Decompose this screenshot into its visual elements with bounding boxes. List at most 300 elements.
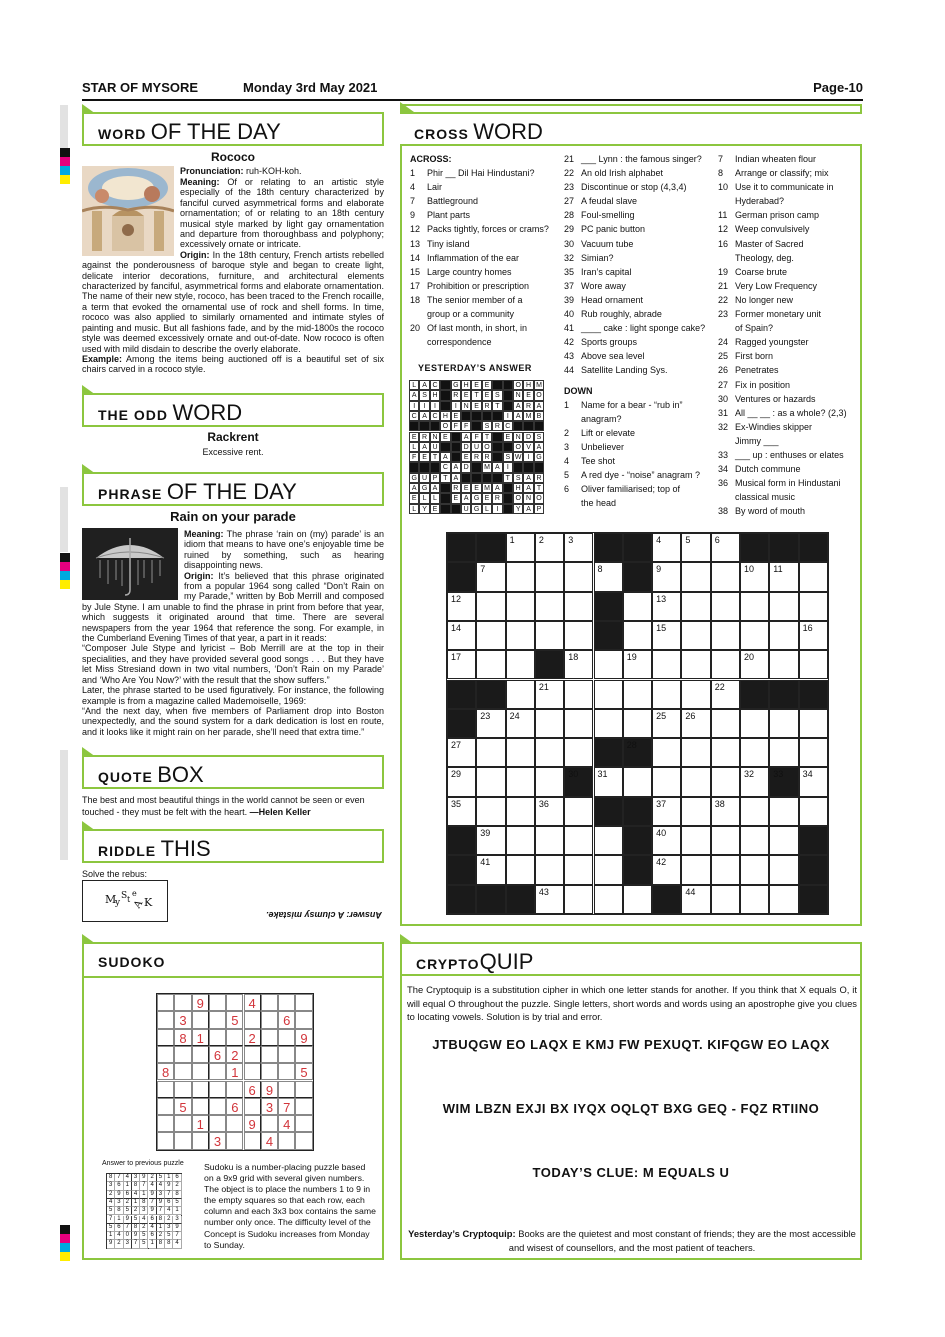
crossword-cell[interactable] (476, 767, 505, 796)
crossword-cell[interactable] (476, 797, 505, 826)
sudoku-cell[interactable] (244, 1132, 261, 1149)
clue (410, 307, 560, 321)
crossword-cell[interactable] (594, 562, 623, 591)
clue (564, 349, 714, 363)
crossword-cell[interactable] (623, 592, 652, 621)
crossword-cell[interactable] (564, 650, 593, 679)
prev-answer-cell: 1 (165, 1174, 173, 1182)
crossword-cell[interactable] (740, 621, 769, 650)
answer-letter: O (482, 442, 492, 452)
crossword-cell[interactable] (740, 885, 769, 914)
sudoku-cell[interactable]: 4 (278, 1115, 295, 1132)
crossword-cell[interactable] (681, 562, 710, 591)
sudoku-cell[interactable] (174, 1081, 191, 1098)
section-title-large: OF THE DAY (166, 479, 297, 504)
sudoku-cell[interactable] (157, 1098, 174, 1115)
crossword-cell[interactable] (711, 855, 740, 884)
crossword-cell[interactable] (564, 709, 593, 738)
sudoku-cell[interactable] (261, 1115, 278, 1132)
crossword-cell[interactable] (564, 885, 593, 914)
sudoku-cell[interactable] (278, 1046, 295, 1063)
section-title-large: OF THE DAY (150, 119, 281, 144)
crossword-cell[interactable] (594, 826, 623, 855)
sudoku-cell[interactable] (295, 1098, 312, 1115)
crossword-cell[interactable] (506, 562, 535, 591)
sudoku-cell[interactable]: 3 (174, 1011, 191, 1028)
sudoku-cell[interactable] (295, 1115, 312, 1132)
crossword-cell[interactable] (594, 767, 623, 796)
crossword-cell[interactable] (711, 738, 740, 767)
crossword-cell[interactable] (594, 885, 623, 914)
yesterday-answer-label: YESTERDAY’S ANSWER (418, 363, 532, 373)
crossword-cell[interactable] (711, 885, 740, 914)
crossword-cell[interactable] (564, 562, 593, 591)
crossword-cell[interactable] (506, 650, 535, 679)
crossword-cell[interactable] (711, 533, 740, 562)
crossword-cell[interactable] (740, 855, 769, 884)
crossword-cell[interactable] (769, 709, 798, 738)
answer-letter: R (534, 473, 544, 483)
prev-puzzle-label: Answer to previous puzzle (102, 1160, 184, 1167)
clue-number: 23 (718, 309, 729, 320)
crossword-cell[interactable] (799, 738, 828, 767)
crossword-cell[interactable] (447, 650, 476, 679)
sudoku-cell[interactable]: 9 (261, 1081, 278, 1098)
crossword-cell[interactable] (564, 797, 593, 826)
crossword-cell[interactable] (564, 826, 593, 855)
cell-number: 14 (451, 622, 462, 633)
crossword-cell[interactable] (535, 621, 564, 650)
sudoku-cell[interactable]: 4 (244, 994, 261, 1011)
sudoku-cell[interactable] (157, 1046, 174, 1063)
sudoku-cell[interactable]: 6 (278, 1011, 295, 1028)
crossword-cell[interactable] (769, 826, 798, 855)
crossword-cell[interactable] (506, 767, 535, 796)
sudoku-cell[interactable] (192, 1081, 209, 1098)
sudoku-cell[interactable] (157, 1132, 174, 1149)
clue-number: 8 (718, 168, 724, 179)
answer-letter: O (513, 380, 523, 390)
sudoku-cell[interactable] (209, 1081, 226, 1098)
sudoku-cell[interactable] (278, 1063, 295, 1080)
clue-text: Satellite Landing Sys. (581, 365, 668, 376)
clue (410, 279, 560, 293)
crossword-cell[interactable] (681, 738, 710, 767)
sudoku-cell[interactable] (295, 1046, 312, 1063)
crossword-cell[interactable] (681, 621, 710, 650)
sudoku-cell[interactable] (192, 1011, 209, 1028)
crossword-cell[interactable] (564, 680, 593, 709)
sudoku-cell[interactable] (244, 1011, 261, 1028)
sudoku-cell[interactable] (261, 1046, 278, 1063)
sudoku-cell[interactable] (174, 1115, 191, 1132)
crossword-cell[interactable] (711, 650, 740, 679)
black-square (419, 462, 429, 472)
crossword-cell[interactable] (652, 855, 681, 884)
sudoku-cell[interactable]: 1 (192, 1029, 209, 1046)
crossword-cell[interactable] (506, 621, 535, 650)
sudoku-cell[interactable] (261, 1011, 278, 1028)
crossword-cell[interactable] (740, 797, 769, 826)
crossword-cell[interactable] (740, 562, 769, 591)
clue (718, 406, 858, 420)
crossword-cell[interactable] (652, 592, 681, 621)
prev-answer-cell: 1 (173, 1207, 181, 1215)
sudoku-cell[interactable] (226, 994, 243, 1011)
crossword-cell[interactable] (652, 797, 681, 826)
sudoku-cell[interactable] (278, 1081, 295, 1098)
prev-answer-cell: 8 (115, 1207, 123, 1215)
answer-letter: S (419, 390, 429, 400)
crossword-cell[interactable] (799, 709, 828, 738)
crossword-cell[interactable] (506, 738, 535, 767)
sudoku-cell[interactable] (174, 1046, 191, 1063)
crossword-cell[interactable] (535, 885, 564, 914)
clue-number: 14 (410, 252, 421, 263)
crossword-cell[interactable] (681, 592, 710, 621)
sudoku-cell[interactable] (261, 994, 278, 1011)
sudoku-cell[interactable] (174, 1132, 191, 1149)
sudoku-cell[interactable] (209, 1011, 226, 1028)
clue (564, 251, 714, 265)
crossword-cell[interactable] (681, 709, 710, 738)
crossword-cell[interactable] (476, 592, 505, 621)
crossword-cell[interactable] (681, 767, 710, 796)
sudoku-cell[interactable] (295, 994, 312, 1011)
crossword-cell[interactable] (652, 680, 681, 709)
crossword-cell[interactable] (447, 738, 476, 767)
crossword-cell[interactable] (564, 855, 593, 884)
crossword-cell[interactable] (476, 855, 505, 884)
crossword-cell[interactable] (711, 592, 740, 621)
sudoku-cell[interactable]: 5 (295, 1063, 312, 1080)
sudoku-cell[interactable]: 9 (192, 994, 209, 1011)
answer-letter: U (461, 504, 471, 514)
clues-down-col3 (718, 152, 858, 518)
crossword-cell[interactable] (594, 855, 623, 884)
crossword-cell[interactable] (623, 767, 652, 796)
answer-letter: E (482, 493, 492, 503)
sudoku-cell[interactable] (157, 1115, 174, 1132)
sudoku-cell[interactable]: 7 (278, 1098, 295, 1115)
crossword-cell[interactable] (769, 562, 798, 591)
crossword-cell[interactable] (506, 855, 535, 884)
crossword-cell[interactable] (535, 680, 564, 709)
sudoku-cell[interactable]: 5 (226, 1011, 243, 1028)
sudoku-cell[interactable] (192, 1046, 209, 1063)
sudoku-cell[interactable] (244, 1046, 261, 1063)
sudoku-cell[interactable]: 8 (174, 1029, 191, 1046)
crossword-cell[interactable] (652, 621, 681, 650)
crossword-cell[interactable] (535, 592, 564, 621)
sudoku-cell[interactable] (174, 1063, 191, 1080)
answer-letter: S (503, 452, 513, 462)
sudoku-cell[interactable] (157, 1029, 174, 1046)
sudoku-cell[interactable]: 2 (226, 1046, 243, 1063)
sudoku-cell[interactable]: 9 (295, 1029, 312, 1046)
answer-letter: T (482, 432, 492, 442)
crossword-grid[interactable] (446, 532, 829, 915)
crossword-cell[interactable] (535, 767, 564, 796)
answer-letter: A (461, 432, 471, 442)
sudoku-cell[interactable] (209, 1063, 226, 1080)
crossword-cell[interactable] (594, 709, 623, 738)
meaning-label: Meaning: (180, 177, 220, 187)
crossword-cell[interactable] (769, 738, 798, 767)
black-square (409, 421, 419, 431)
sudoku-cell[interactable]: 6 (226, 1098, 243, 1115)
sudoku-cell[interactable] (295, 1011, 312, 1028)
answer-letter: R (471, 452, 481, 462)
sudoku-cell[interactable] (192, 1063, 209, 1080)
crossword-cell[interactable] (476, 562, 505, 591)
crossword-cell[interactable] (535, 826, 564, 855)
clue-text: Hyderabad? (735, 196, 785, 207)
crossword-cell[interactable] (623, 885, 652, 914)
crossword-cell[interactable] (652, 709, 681, 738)
sudoku-cell[interactable] (244, 1063, 261, 1080)
crossword-cell[interactable] (652, 650, 681, 679)
margin-strip (60, 487, 68, 552)
crossword-cell[interactable] (535, 533, 564, 562)
clue-text: Oliver familiarised; top of (581, 484, 681, 495)
crossword-cell[interactable] (681, 885, 710, 914)
answer-letter: A (409, 483, 419, 493)
crossword-cell[interactable] (594, 680, 623, 709)
crossword-cell[interactable] (652, 533, 681, 562)
crossword-cell[interactable] (594, 650, 623, 679)
clue (410, 251, 560, 265)
prev-answer-cell: 2 (140, 1224, 148, 1232)
sudoku-cell[interactable] (192, 1098, 209, 1115)
sudoku-cell[interactable] (226, 1081, 243, 1098)
crossword-cell[interactable] (476, 826, 505, 855)
crossword-cell[interactable] (506, 826, 535, 855)
clue-text: Simian? (581, 252, 614, 263)
rebus-letter: t (127, 895, 131, 904)
sudoku-cell[interactable] (226, 1132, 243, 1149)
answer-letter: M (523, 411, 533, 421)
answer-letter: A (523, 483, 533, 493)
answer-letter: T (440, 473, 450, 483)
crossword-cell[interactable] (447, 767, 476, 796)
crossword-cell[interactable] (476, 621, 505, 650)
clue (718, 476, 858, 490)
crossword-cell[interactable] (681, 797, 710, 826)
black-square (447, 533, 476, 562)
crossword-cell[interactable] (740, 592, 769, 621)
crossword-cell[interactable] (769, 855, 798, 884)
clue-text: classical music (735, 492, 796, 503)
crossword-cell[interactable] (506, 680, 535, 709)
crossword-cell[interactable] (506, 709, 535, 738)
crossword-cell[interactable] (564, 738, 593, 767)
crossword-cell[interactable] (711, 709, 740, 738)
crossword-cell[interactable] (740, 650, 769, 679)
answer-letter: D (461, 442, 471, 452)
crossword-cell[interactable] (447, 797, 476, 826)
crossword-cell[interactable] (652, 562, 681, 591)
clue-number: 29 (564, 224, 575, 235)
sudoku-grid[interactable] (156, 993, 314, 1151)
clue (564, 426, 714, 440)
sudoku-cell[interactable]: 3 (209, 1132, 226, 1149)
sudoku-cell[interactable]: 3 (261, 1098, 278, 1115)
clue (410, 293, 560, 307)
cell-number: 3 (568, 535, 574, 545)
sudoku-cell[interactable]: 2 (244, 1029, 261, 1046)
quote-text: “Composer Jule Stype and lyricist – Bob Merrill are at the top in their specialities, and they have provided several good songs . . . But they have let Miss Stresiand down in two vital numbers, ‘Don’t Rain on my Parade’ and ‘Who Are You Now?’ with the result that the show suffers.” (82, 643, 384, 685)
sudoku-cell[interactable] (209, 1029, 226, 1046)
crossword-cell[interactable] (535, 797, 564, 826)
sudoku-cell[interactable] (278, 994, 295, 1011)
section-title-large: BOX (157, 762, 204, 787)
sudoku-cell[interactable] (261, 1029, 278, 1046)
answer-letter: I (503, 411, 513, 421)
crossword-cell[interactable] (506, 592, 535, 621)
crossword-cell[interactable] (769, 885, 798, 914)
crossword-cell[interactable] (535, 709, 564, 738)
crossword-cell[interactable] (711, 621, 740, 650)
crossword-cell[interactable] (476, 709, 505, 738)
black-square (799, 826, 828, 855)
sudoku-cell[interactable]: 8 (157, 1063, 174, 1080)
crossword-cell[interactable] (681, 650, 710, 679)
sudoku-cell[interactable] (295, 1132, 312, 1149)
sudoku-cell[interactable] (192, 1132, 209, 1149)
answer-letter: T (534, 483, 544, 493)
crossword-cell[interactable] (623, 621, 652, 650)
crossword-cell[interactable] (564, 533, 593, 562)
sudoku-cell[interactable]: 4 (261, 1132, 278, 1149)
crossword-cell[interactable] (799, 621, 828, 650)
crossword-cell[interactable] (681, 533, 710, 562)
sudoku-cell[interactable] (295, 1081, 312, 1098)
clue-text: Lair (427, 182, 443, 193)
crossword-cell[interactable] (652, 738, 681, 767)
crossword-cell[interactable] (711, 826, 740, 855)
clue-text: Tee shot (581, 455, 616, 466)
crossword-cell[interactable] (564, 592, 593, 621)
sudoku-cell[interactable] (157, 1081, 174, 1098)
crossword-cell[interactable] (681, 680, 710, 709)
clue-number: 2 (564, 427, 570, 438)
prev-answer-cell: 5 (173, 1199, 181, 1207)
clue-number: 37 (564, 280, 575, 291)
crossword-cell[interactable] (799, 767, 828, 796)
cell-number: 18 (568, 652, 579, 663)
clue-text: Battleground (427, 196, 479, 207)
answer-letter: O (440, 421, 450, 431)
answer-letter: C (409, 411, 419, 421)
crossword-cell[interactable] (769, 650, 798, 679)
answer-letter: A (430, 483, 440, 493)
answer-letter: E (471, 380, 481, 390)
crossword-cell[interactable] (681, 855, 710, 884)
crossword-cell[interactable] (769, 797, 798, 826)
black-square (513, 421, 523, 431)
clue-text: Ragged youngster (735, 337, 809, 348)
sudoku-cell[interactable]: 1 (226, 1063, 243, 1080)
crossword-cell[interactable] (564, 621, 593, 650)
crossword-cell[interactable] (535, 738, 564, 767)
crossword-cell[interactable] (506, 533, 535, 562)
clue-text: Unbeliever (581, 441, 625, 452)
sudoku-cell[interactable] (226, 1029, 243, 1046)
crossword-cell[interactable] (711, 680, 740, 709)
crossword-cell[interactable] (447, 592, 476, 621)
answer-letter: R (451, 483, 461, 493)
sudoku-cell[interactable] (157, 994, 174, 1011)
todays-clue: TODAY’S CLUE: M EQUALS U (532, 1165, 730, 1180)
sudoku-cell[interactable]: 1 (192, 1115, 209, 1132)
answer-letter: A (523, 473, 533, 483)
crossword-cell[interactable] (623, 650, 652, 679)
crossword-cell[interactable] (769, 592, 798, 621)
crossword-cell[interactable] (799, 592, 828, 621)
sudoku-cell[interactable] (209, 994, 226, 1011)
sudoku-cell[interactable] (174, 994, 191, 1011)
crossword-cell[interactable] (740, 709, 769, 738)
crossword-cell[interactable] (711, 767, 740, 796)
sudoku-cell[interactable]: 5 (174, 1098, 191, 1115)
crossword-cell[interactable] (799, 650, 828, 679)
crossword-cell[interactable] (740, 826, 769, 855)
crossword-cell[interactable] (506, 797, 535, 826)
sudoku-cell[interactable] (278, 1029, 295, 1046)
sudoku-cell[interactable] (209, 1098, 226, 1115)
crossword-cell[interactable] (652, 826, 681, 855)
crossword-cell[interactable] (799, 797, 828, 826)
crossword-cell[interactable] (711, 797, 740, 826)
crossword-cell[interactable] (535, 562, 564, 591)
crossword-cell[interactable] (623, 680, 652, 709)
crossword-cell[interactable] (740, 738, 769, 767)
clue-number: 9 (410, 210, 416, 221)
sudoku-cell[interactable]: 9 (244, 1115, 261, 1132)
sudoku-cell[interactable] (226, 1115, 243, 1132)
crossword-cell[interactable] (476, 738, 505, 767)
black-square (523, 462, 533, 472)
crossword-cell[interactable] (535, 855, 564, 884)
crossword-cell[interactable] (447, 621, 476, 650)
crossword-cell[interactable] (799, 562, 828, 591)
black-square (652, 885, 681, 914)
answer-letter: H (513, 483, 523, 493)
sudoku-cell[interactable] (278, 1132, 295, 1149)
clue-number: 20 (410, 323, 421, 334)
crossword-cell[interactable] (711, 562, 740, 591)
sudoku-cell[interactable]: 6 (244, 1081, 261, 1098)
answer-letter: P (430, 473, 440, 483)
sudoku-cell[interactable] (244, 1098, 261, 1115)
crossword-cell[interactable] (476, 650, 505, 679)
sudoku-cell[interactable] (209, 1115, 226, 1132)
crossword-cell[interactable] (769, 621, 798, 650)
answer-letter: O (534, 390, 544, 400)
clue-text: Inflammation of the ear (427, 252, 520, 263)
answer-letter: F (461, 421, 471, 431)
crossword-cell[interactable] (740, 767, 769, 796)
answer-letter: H (440, 411, 450, 421)
crossword-cell[interactable] (623, 709, 652, 738)
sudoku-cell[interactable] (261, 1063, 278, 1080)
sudoku-cell[interactable]: 6 (209, 1046, 226, 1063)
sudoku-cell[interactable] (157, 1011, 174, 1028)
crossword-cell[interactable] (681, 826, 710, 855)
crossword-cell[interactable] (652, 767, 681, 796)
clue-text: Very Low Frequency (735, 280, 818, 291)
